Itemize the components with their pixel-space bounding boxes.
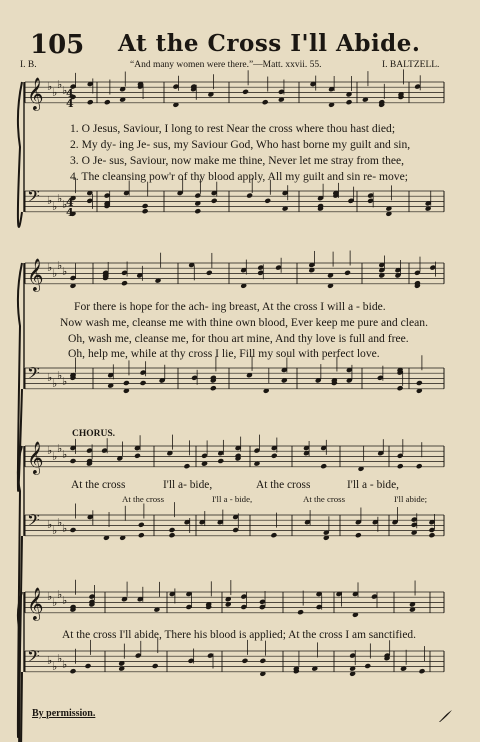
note-head	[138, 522, 145, 528]
note-head	[134, 453, 141, 459]
note-head	[138, 532, 145, 538]
verse-line-7: Oh, wash me, cleanse me, for thou art mine, And thy love is full and free.	[68, 332, 409, 345]
flat-icon: ♭	[57, 652, 63, 665]
flat-icon: ♭	[47, 518, 53, 531]
bass-clef-icon: 𝄢	[27, 363, 40, 387]
verse-line-2: 2. My dy- ing Je- sus, my Saviour God, Who hast borne my guilt and sin,	[70, 138, 411, 151]
hymn-title: At the Cross I'll Abide.	[118, 30, 421, 57]
note-head	[121, 280, 128, 286]
flat-icon: ♭	[52, 267, 58, 280]
note-head	[397, 385, 404, 391]
bass-clef-icon: 𝄢	[27, 186, 40, 210]
time-signature: 4	[66, 206, 74, 219]
note-head	[364, 663, 371, 669]
flat-icon: ♭	[62, 265, 68, 278]
flat-icon: ♭	[52, 86, 58, 99]
note-head	[183, 463, 190, 469]
note-head	[320, 463, 327, 469]
verse-line-8: Oh, help me, while at thy cross I lie, Fill my soul with perfect love.	[68, 347, 380, 360]
note-head	[397, 463, 404, 469]
flat-icon: ♭	[62, 522, 68, 535]
author-initials: I. B.	[20, 60, 37, 70]
flat-icon: ♭	[62, 594, 68, 607]
note-head	[416, 380, 423, 386]
flat-icon: ♭	[47, 371, 53, 384]
note-head	[259, 658, 266, 664]
note-head	[142, 208, 149, 214]
note-head	[211, 198, 218, 204]
verse-line-6: Now wash me, cleanse me with thine own blood, Ever keep me pure and clean.	[60, 316, 428, 329]
note-head	[416, 463, 423, 469]
treble-clef-icon: 𝄞	[27, 77, 44, 110]
bass-word-1: At the cross	[122, 494, 165, 504]
time-signature: 4	[66, 87, 74, 100]
flat-icon: ♭	[52, 200, 58, 213]
note-head	[246, 193, 253, 199]
note-head	[70, 527, 77, 533]
flat-icon: ♭	[47, 80, 53, 93]
flat-icon: ♭	[57, 588, 63, 601]
verse-line-4: 4. The cleansing pow'r of thy blood apply, All my guilt and sin re- move;	[70, 170, 408, 183]
note-head	[297, 609, 304, 615]
flat-icon: ♭	[57, 192, 63, 205]
hymn-number: 105	[30, 30, 85, 60]
flat-icon: ♭	[52, 450, 58, 463]
flat-icon: ♭	[57, 78, 63, 91]
flat-icon: ♭	[57, 369, 63, 382]
chorus-word-3: At the cross	[256, 479, 311, 491]
note-head	[169, 527, 176, 533]
note-head	[419, 668, 426, 674]
treble-clef-icon: 𝄞	[27, 258, 44, 291]
note-head	[87, 99, 94, 105]
note-head	[169, 532, 176, 538]
treble-clef-icon: 𝄞	[27, 441, 44, 474]
note-head	[242, 89, 249, 95]
note-head	[85, 663, 92, 669]
note-head	[264, 198, 271, 204]
chorus-word-1: At the cross	[71, 479, 126, 491]
note-head	[344, 270, 351, 276]
system-brace	[18, 82, 22, 227]
note-head	[270, 532, 277, 538]
note-head	[428, 532, 435, 538]
bass-clef-icon: 𝄢	[27, 510, 40, 534]
bass-clef-icon: 𝄢	[27, 646, 40, 670]
flat-icon: ♭	[47, 654, 53, 667]
flat-icon: ♭	[62, 84, 68, 97]
note-head	[123, 380, 130, 386]
chorus-final-line: At the cross I'll abide, There his blood is applied; At the cross I am sanctified.	[62, 629, 416, 641]
note-head	[217, 458, 224, 464]
note-head	[142, 203, 149, 209]
flat-icon: ♭	[62, 198, 68, 211]
time-signature: 4	[66, 97, 74, 110]
flat-icon: ♭	[62, 448, 68, 461]
note-head	[355, 532, 362, 538]
note-head	[194, 208, 201, 214]
note-head	[206, 270, 213, 276]
chorus-word-2: I'll a- bide,	[163, 479, 213, 491]
note-head	[104, 99, 111, 105]
note-head	[152, 663, 159, 669]
flat-icon: ♭	[52, 596, 58, 609]
quill-icon	[437, 709, 453, 723]
verse-line-1: 1. O Jesus, Saviour, I long to rest Near the cross where thou hast died;	[70, 122, 396, 135]
scripture-quote: “And many women were there.”—Matt. xxvii. 55.	[130, 60, 322, 70]
note-head	[70, 458, 77, 464]
flat-icon: ♭	[52, 377, 58, 390]
flat-icon: ♭	[47, 194, 53, 207]
note-head	[262, 99, 269, 105]
flat-icon: ♭	[62, 658, 68, 671]
note-head	[70, 668, 77, 674]
chorus-word-4: I'll a - bide,	[347, 479, 400, 491]
verse-line-5: For there is hope for the ach- ing breast, At the cross I will a - bide.	[74, 300, 386, 313]
note-head	[140, 380, 147, 386]
bass-word-4: I'll abide;	[394, 494, 428, 504]
note-head	[210, 385, 217, 391]
flat-icon: ♭	[57, 259, 63, 272]
treble-clef-icon: 𝄞	[27, 587, 44, 620]
bass-word-2: I'll a - bide,	[212, 494, 253, 504]
flat-icon: ♭	[52, 660, 58, 673]
note-head	[241, 658, 248, 664]
flat-icon: ♭	[57, 442, 63, 455]
flat-icon: ♭	[47, 590, 53, 603]
note-head	[346, 99, 353, 105]
flat-icon: ♭	[57, 516, 63, 529]
composer-credit: I. BALTZELL.	[382, 60, 440, 70]
bass-word-3: At the cross	[303, 494, 346, 504]
flat-icon: ♭	[47, 261, 53, 274]
note-head	[271, 453, 278, 459]
flat-icon: ♭	[62, 375, 68, 388]
flat-icon: ♭	[47, 444, 53, 457]
chorus-label: CHORUS.	[72, 429, 116, 439]
verse-line-3: 3. O Je- sus, Saviour, now make me thine, Never let me stray from thee,	[70, 154, 405, 167]
time-signature: 4	[66, 196, 74, 209]
permission-note: By permission.	[32, 708, 96, 719]
flat-icon: ♭	[52, 524, 58, 537]
